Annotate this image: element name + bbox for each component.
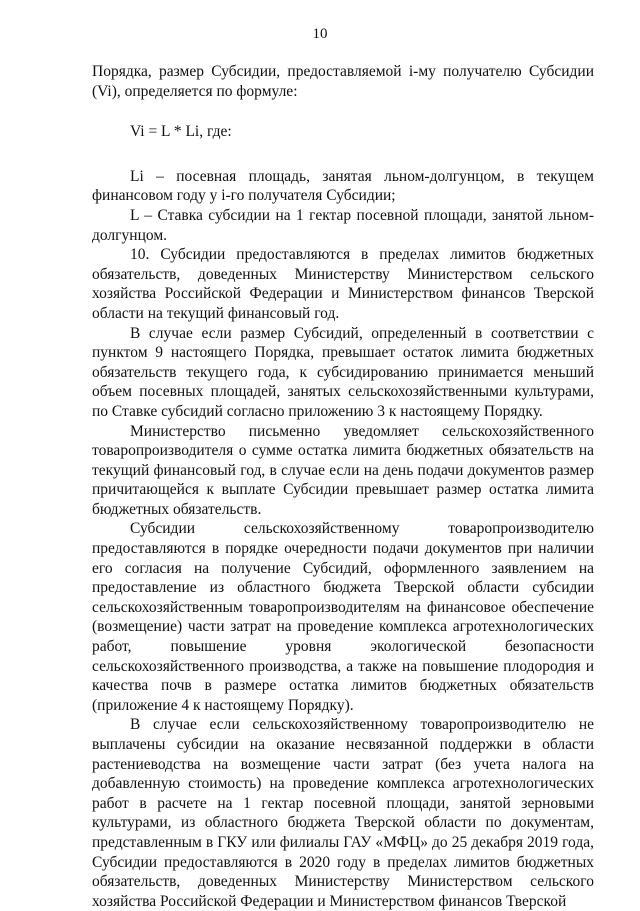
paragraph-item-10: 10. Субсидии предоставляются в пределах лимитов бюджетных обязательств, доведенных Министерству Министерством сельского хозяйства Российской Федерации и Министерством финансов Тверской области на текущий финансовый год.: [92, 246, 594, 322]
paragraph-l-definition: L – Ставка субсидии на 1 гектар посевной площади, занятой льном-долгунцом.: [92, 206, 594, 244]
paragraph-exceeds-limit: В случае если размер Субсидий, определенный в соответствии с пунктом 9 настоящего Порядка, превышает остаток лимита бюджетных обязательств текущего года, к субсидированию принимается меньший объем посевных площадей, занятых сельскохозяйственными культурами, по Ставке субсидий согласно приложению 3 к настоящему Порядку.: [92, 324, 594, 420]
paragraph-unpaid-subsidies: В случае если сельскохозяйственному товаропроизводителю не выплачены субсидии на оказание несвязанной поддержки в области растениеводства на возмещение части затрат (без учета налога на добавленную стоимость) на проведение комплекса агротехнологических работ в расчете на 1 гектар посевной площади, занятой зерновыми культурами, из областного бюджета Тверской области по документам, представленным в ГКУ или филиалы ГАУ «МФЦ» до 25 декабря 2019 года, Субсидии предоставляются в 2020 году в пределах лимитов бюджетных обязательств, доведенных Министерству Министерством сельского хозяйства Российской Федерации и Министерством финансов Тверской: [92, 716, 594, 910]
paragraph-order-of-provision: Субсидии сельскохозяйственному товаропроизводителю предоставляются в порядке очередности подачи документов при наличии его согласия на получение Субсидий, оформленного заявлением на предоставление из областного бюджета Тверской области субсидии сельскохозяйственным товаропроизводителям на финансовое обеспечение (возмещение) части затрат на проведение комплекса агротехнологических работ, повышение уровня экологической безопасности сельскохозяйственного производства, а также на повышение плодородия и качества почв в размере остатка лимитов бюджетных обязательств (приложение 4 к настоящему Порядку).: [92, 520, 594, 714]
paragraph-li-definition: Li – посевная площадь, занятая льном-долгунцом, в текущем финансовом году у i-го получателя Субсидии;: [92, 167, 594, 205]
formula-line: Vi = L * Li, где:: [130, 123, 232, 141]
page-number: 10: [312, 26, 328, 42]
document-body: [92, 62, 594, 911]
paragraph-ministry-notice: Министерство письменно уведомляет сельскохозяйственного товаропроизводителя о сумме остатка лимита бюджетных обязательств на текущий финансовый год, в случае если на день подачи документов размер причитающейся к выплате Субсидии превышает размер остатка лимита бюджетных обязательств.: [92, 422, 594, 518]
paragraph-intro: Порядка, размер Субсидии, предоставляемой i-му получателю Субсидии (Vi), определяется по формуле:: [92, 63, 594, 100]
